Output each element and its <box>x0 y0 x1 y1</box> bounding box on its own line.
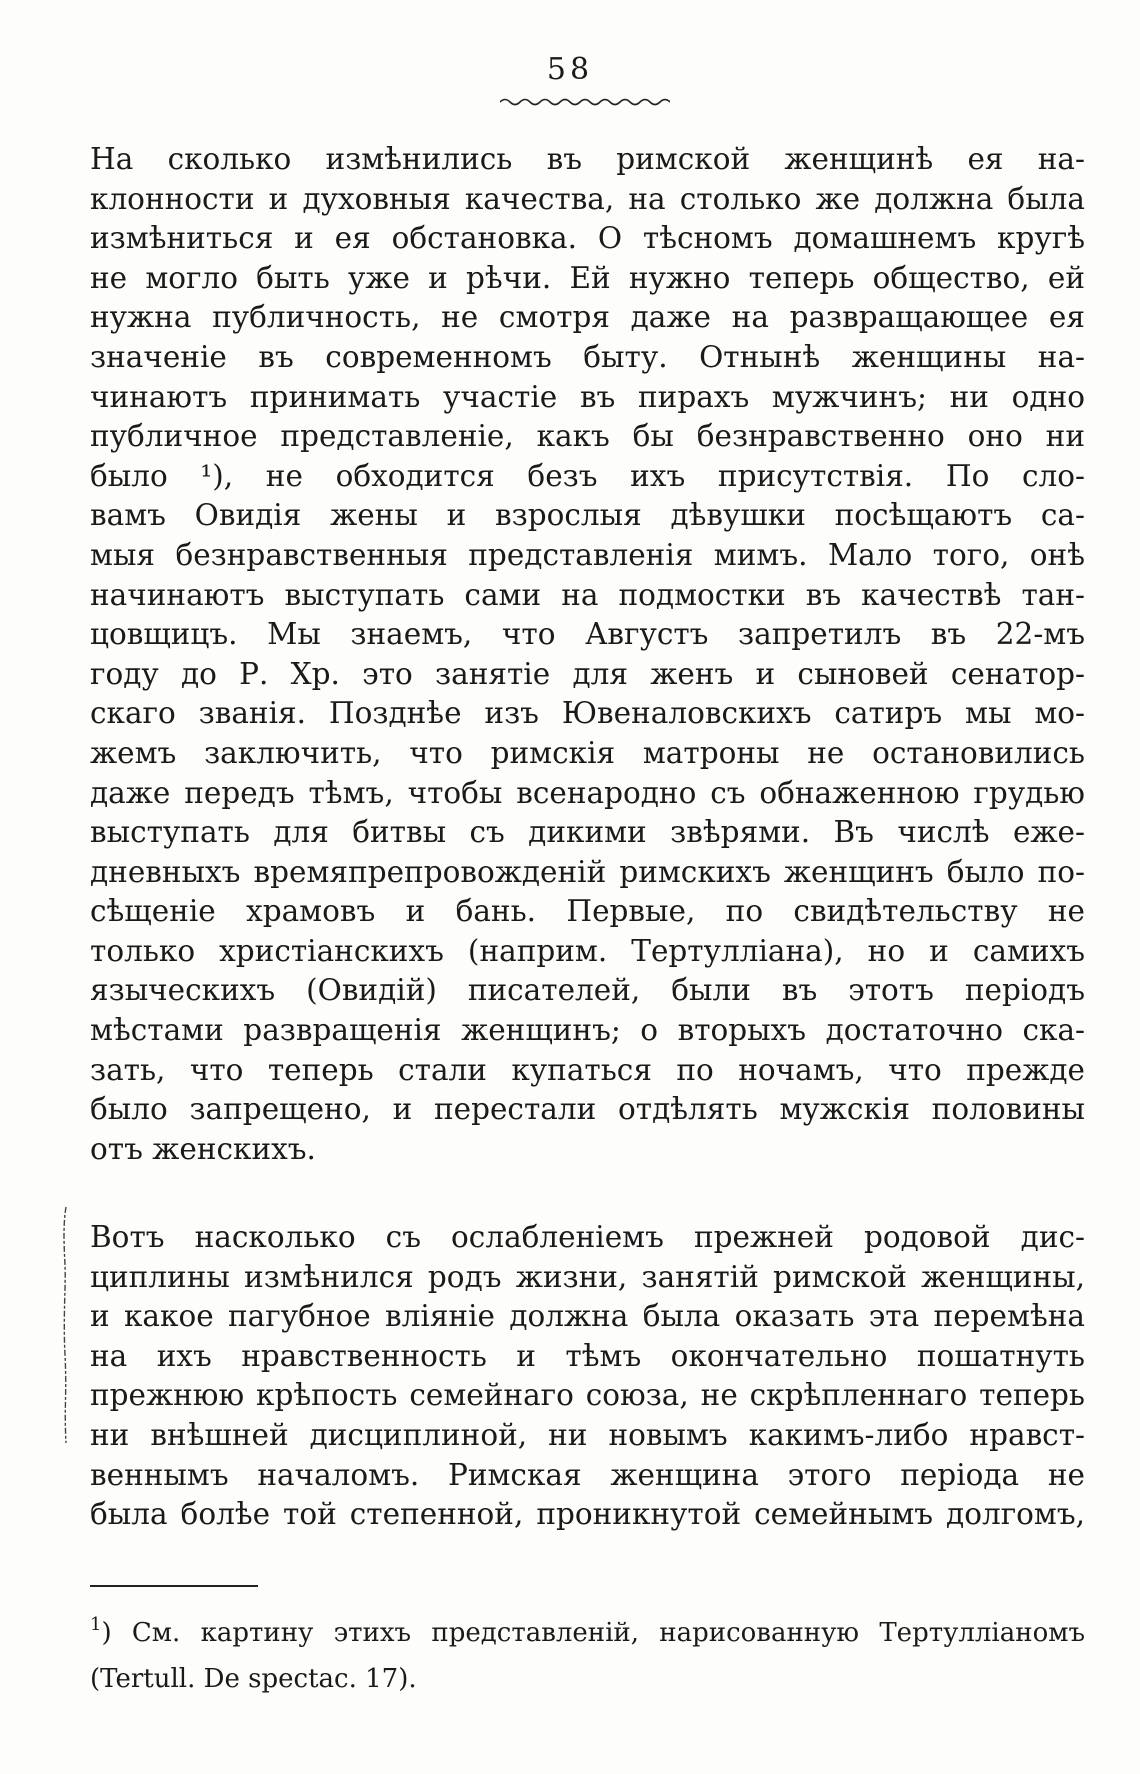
text-line: На сколько измѣнились въ римской женщинѣ ея на- <box>90 142 1085 176</box>
wavy-ornament <box>500 96 670 108</box>
text-line: веннымъ началомъ. Римская женщина этого періода не <box>90 1457 1085 1492</box>
footnote-divider <box>90 1585 258 1587</box>
footnote-line: (Tertull. De spectac. 17). <box>90 1664 417 1694</box>
text-line: не могло быть уже и рѣчи. Ей нужно теперь общество, ей <box>90 260 1085 295</box>
text-line: было ¹), не обходится безъ ихъ присутствія. По сло- <box>90 458 1085 493</box>
footnote-line <box>90 1610 1085 1656</box>
text-line: году до Р. Хр. это занятіе для женъ и сыновей сенатор- <box>90 656 1085 691</box>
text-line: языческихъ (Овидій) писателей, были въ этотъ періодъ <box>90 973 1085 1008</box>
text-line: сѣщеніе храмовъ и бань. Первые, по свидѣтельству не <box>90 894 1085 929</box>
text-line: выступать для битвы съ дикими звѣрями. Въ числѣ еже- <box>90 815 1085 850</box>
footnote-marker: 1 <box>90 1614 102 1635</box>
text-line: нужна публичность, не смотря даже на развращающее ея <box>90 300 1085 335</box>
text-line: было запрещено, и перестали отдѣлять мужскія половины <box>90 1092 1085 1127</box>
text-line: мѣстами развращенія женщинъ; о вторыхъ достаточно ска- <box>90 1013 1085 1048</box>
text-line: измѣниться и ея обстановка. О тѣсномъ домашнемъ кругѣ <box>90 221 1085 256</box>
text-line: Вотъ насколько съ ослабленіемъ прежней родовой дис- <box>90 1220 1085 1254</box>
footnote-text: ) См. картину этихъ представленій, нарисованную Тертулліаномъ <box>101 1618 1085 1648</box>
text-line: была болѣе той степенной, проникнутой семейнымъ долгомъ, <box>90 1497 1085 1532</box>
text-line: жемъ заключить, что римскія матроны не остановились <box>90 735 1085 770</box>
text-line: начинаютъ выступать сами на подмостки въ качествѣ тан- <box>90 577 1085 612</box>
text-line: скаго званія. Позднѣе изъ Ювеналовскихъ сатиръ мы мо- <box>90 696 1085 731</box>
margin-pencil-mark <box>60 1205 70 1445</box>
text-line: значеніе въ современномъ быту. Отнынѣ женщины на- <box>90 339 1085 374</box>
text-line: дневныхъ времяпрепровожденій римскихъ женщинъ было по- <box>90 854 1085 889</box>
text-line: чинаютъ принимать участіе въ пирахъ мужчинъ; ни одно <box>90 379 1085 414</box>
text-line: мыя безнравственныя представленія мимъ. Мало того, онѣ <box>90 537 1085 572</box>
text-line: только христіанскихъ (наприм. Тертулліана), но и самихъ <box>90 933 1085 968</box>
text-line: отъ женскихъ. <box>90 1131 316 1166</box>
text-line: прежнюю крѣпость семейнаго союза, не скрѣпленнаго теперь <box>90 1378 1085 1413</box>
text-line: вамъ Овидія жены и взрослыя дѣвушки посѣщаютъ са- <box>90 498 1085 533</box>
paragraph-2 <box>90 1218 1085 1535</box>
text-line: клонности и духовныя качества, на столько же должна была <box>90 181 1085 216</box>
text-line: даже передъ тѣмъ, чтобы всенародно съ обнаженною грудью <box>90 775 1085 810</box>
text-line: ни внѣшней дисциплиной, ни новымъ какимъ-либо нравст- <box>90 1417 1085 1452</box>
text-line: публичное представленіе, какъ бы безнравственно оно ни <box>90 419 1085 454</box>
text-line: и какое пагубное вліяніе должна была оказать эта перемѣна <box>90 1299 1085 1334</box>
text-line: зать, что теперь стали купаться по ночамъ, что прежде <box>90 1052 1085 1087</box>
page-number: 58 <box>546 52 594 87</box>
text-line: циплины измѣнился родъ жизни, занятій римской женщины, <box>90 1259 1085 1294</box>
paragraph-1 <box>90 140 1085 1169</box>
text-line: на ихъ нравственность и тѣмъ окончательно пошатнуть <box>90 1338 1085 1373</box>
footnotes <box>90 1610 1085 1702</box>
text-line: цовщицъ. Мы знаемъ, что Августъ запретилъ въ 22-мъ <box>90 617 1085 652</box>
